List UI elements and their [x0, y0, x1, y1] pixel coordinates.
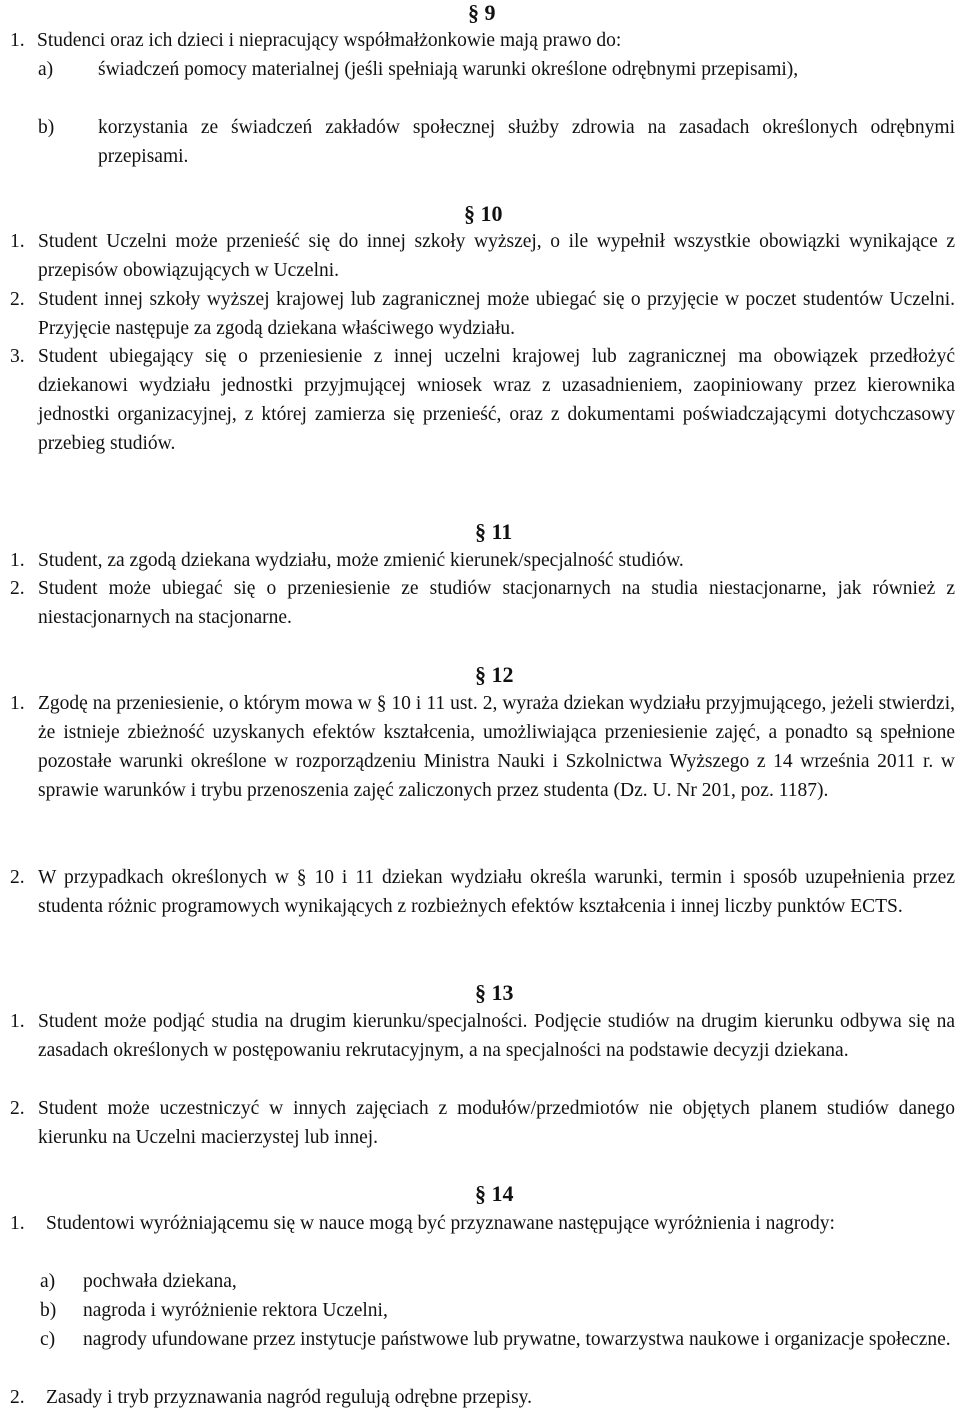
item-number: 1. — [10, 1011, 25, 1032]
subitem-14-1-a — [40, 1267, 955, 1296]
subitem-9-1-a — [38, 55, 955, 84]
subitem-9-1-b — [38, 113, 955, 171]
subitem-text: pochwała dziekana, — [83, 1271, 237, 1292]
section-title-10: § 10 — [464, 201, 503, 226]
item-number: 2. — [10, 1098, 25, 1119]
section-title-9: § 9 — [468, 0, 496, 25]
subitem-letter: c) — [40, 1329, 56, 1350]
item-number: 2. — [10, 867, 25, 888]
paragraph-12-2 — [10, 863, 955, 921]
item-number: 1. — [10, 231, 25, 252]
item-number: 2. — [10, 1387, 25, 1408]
item-text: Studentowi wyróżniającemu się w nauce mogą być przyznawane następujące wyróżnienia i nagrody: — [46, 1213, 835, 1234]
paragraph-9-1 — [10, 26, 955, 55]
subitem-letter: a) — [38, 59, 54, 80]
paragraph-10-2 — [10, 285, 955, 343]
paragraph-11-1 — [10, 546, 955, 575]
subitem-letter: b) — [38, 117, 55, 138]
section-title-11: § 11 — [475, 519, 513, 544]
item-number: 2. — [10, 289, 25, 310]
subitem-text: nagroda i wyróżnienie rektora Uczelni, — [83, 1300, 388, 1321]
item-text: Student, za zgodą dziekana wydziału, może zmienić kierunek/specjalność studiów. — [38, 550, 684, 571]
item-text: Student Uczelni może przenieść się do innej szkoły wyższej, o ile wypełnił wszystkie obowiązki wynikające z przepisów obowiązujących w Uczelni. — [38, 231, 955, 281]
item-text: Student ubiegający się o przeniesienie z innej uczelni krajowej lub zagranicznej ma obowiązek przedłożyć dziekanowi wydziału jednostki przyjmującej wniosek wraz z uzasadnieniem, zaopiniowany przez kierownika jednostki organizacyjnej, z której zamierza się przenieść, oraz z dokumentami poświadczającymi dotychczasowy przebieg studiów. — [38, 346, 955, 454]
item-text: Zasady i tryb przyznawania nagród regulują odrębne przepisy. — [46, 1387, 533, 1408]
section-title-12: § 12 — [475, 662, 514, 687]
item-number: 1. — [10, 550, 25, 571]
paragraph-14-2 — [10, 1383, 955, 1412]
section-title-14: § 14 — [475, 1181, 514, 1206]
item-text: W przypadkach określonych w § 10 i 11 dziekan wydziału określa warunki, termin i sposób uzupełnienia przez studenta różnic programowych wynikających z rozbieżnych efektów kształcenia i innej liczby punktów ECTS. — [38, 867, 955, 917]
item-number: 1. — [10, 30, 25, 51]
item-text: Student może uczestniczyć w innych zajęciach z modułów/przedmiotów nie objętych planem studiów danego kierunku na Uczelni macierzystej lub innej. — [38, 1098, 955, 1148]
subitem-letter: a) — [40, 1271, 56, 1292]
item-number: 1. — [10, 1213, 25, 1234]
item-text: Studenci oraz ich dzieci i niepracujący współmałżonkowie mają prawo do: — [37, 30, 622, 51]
subitem-text: świadczeń pomocy materialnej (jeśli spełniają warunki określone odrębnymi przepisami), — [98, 59, 799, 80]
subitem-text: korzystania ze świadczeń zakładów społecznej służby zdrowia na zasadach określonych odrębnymi przepisami. — [98, 117, 955, 167]
item-text: Zgodę na przeniesienie, o którym mowa w § 10 i 11 ust. 2, wyraża dziekan wydziału przyjmującego, jeżeli stwierdzi, że istnieje zbieżność uzyskanych efektów kształcenia, umożliwiająca przeniesienie zajęć, a ponadto są spełnione pozostałe warunki określone w rozporządzeniu Ministra Nauki i Szkolnictwa Wyższego z 14 września 2011 r. w sprawie warunków i trybu przenoszenia zajęć zaliczonych przez studenta (Dz. U. Nr 201, poz. 1187). — [38, 693, 955, 801]
item-text: Student może podjąć studia na drugim kierunku/specjalności. Podjęcie studiów na drugim kierunku odbywa się na zasadach określonych w postępowaniu rekrutacyjnym, a na specjalności na podstawie decyzji dziekana. — [38, 1011, 955, 1061]
item-text: Student może ubiegać się o przeniesienie ze studiów stacjonarnych na studia niestacjonarne, jak również z niestacjonarnych na stacjonarne. — [38, 578, 955, 628]
paragraph-13-1 — [10, 1007, 955, 1065]
paragraph-11-2 — [10, 574, 955, 632]
item-number: 3. — [10, 346, 25, 367]
item-number: 2. — [10, 578, 25, 599]
item-text: Student innej szkoły wyższej krajowej lub zagranicznej może ubiegać się o przyjęcie w poczet studentów Uczelni. Przyjęcie następuje za zgodą dziekana właściwego wydziału. — [38, 289, 955, 339]
paragraph-10-1 — [10, 227, 955, 285]
paragraph-14-1 — [10, 1209, 955, 1238]
item-number: 1. — [10, 693, 25, 714]
paragraph-10-3 — [10, 342, 955, 458]
subitem-text: nagrody ufundowane przez instytucje państwowe lub prywatne, towarzystwa naukowe i organizacje społeczne. — [83, 1329, 951, 1350]
subitem-14-1-c — [40, 1325, 955, 1354]
paragraph-12-1 — [10, 689, 955, 805]
paragraph-13-2 — [10, 1094, 955, 1152]
subitem-14-1-b — [40, 1296, 955, 1325]
subitem-letter: b) — [40, 1300, 57, 1321]
section-title-13: § 13 — [475, 980, 514, 1005]
